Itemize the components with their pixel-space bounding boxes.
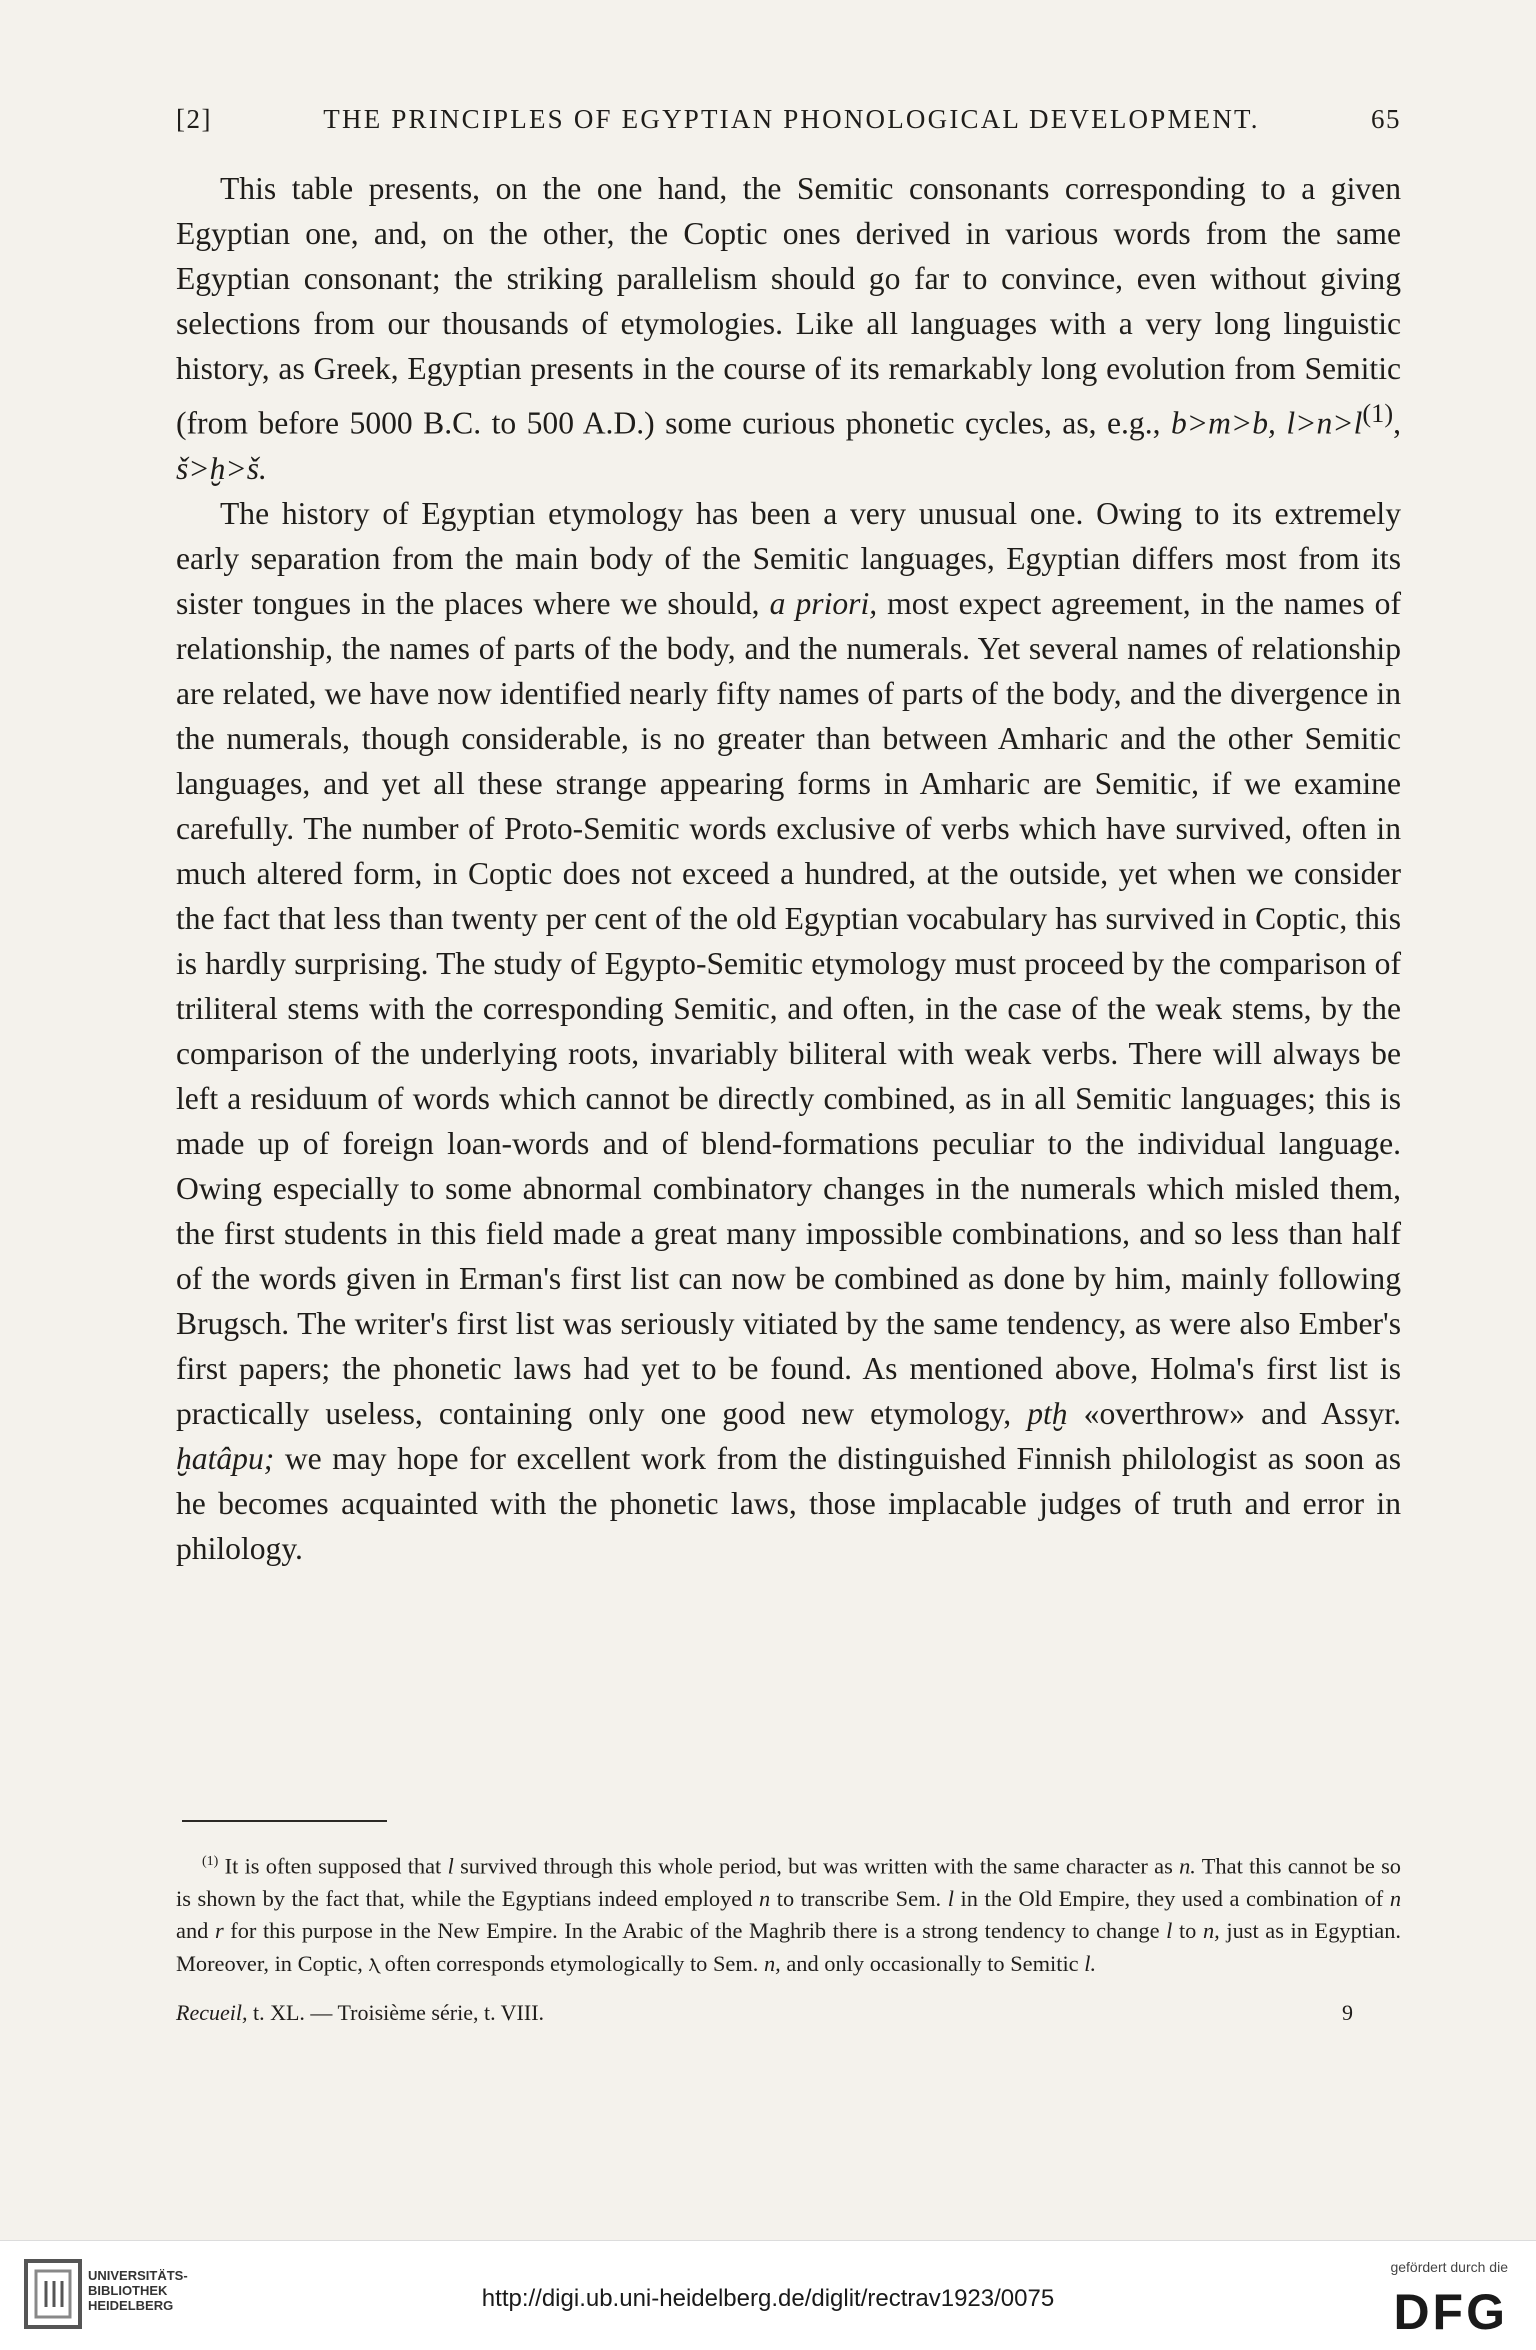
footnote: $^{(1)}$ It is often supposed that l survived through this whole period, but was written with the same character as n. That this cannot be so is shown by the fact that, while the Egyptians indeed employed n to transcribe Sem. l in the Old Empire, they used a combination of n and r for this purpose in the New Empire. In the Arabic of the Maghrib there is a strong tendency to change l to n, just as in Egyptian. Moreover, in Coptic, ⲗ often corresponds etymologically to Sem. n, and only occasionally to Semitic l.: [176, 1853, 1402, 1976]
footnote-ref[interactable]: (1): [1362, 399, 1394, 428]
phonetic-cycle: l>n>l: [1286, 405, 1363, 441]
section-number: [2]: [176, 104, 212, 134]
journal-imprint: [176, 2000, 1401, 2026]
paragraph-1: This table presents, on the one hand, the Semitic consonants corresponding to a given Egyptian one, and, on the other, the Coptic ones derived in various words from the same Egyptian consonant; the striking parallelism should go far to convince, even without giving selections from our thousands of etymologies. Like all languages with a very long linguistic history, as Greek, Egyptian presents in the course of its remarkably long evolution from Semitic (from before 5000 B.C. to 500 A.D.) some curious phonetic cycles, as, e.g., b>m>b, $l>n>l^{(1)}$, š>ḫ>š.: [176, 171, 1401, 486]
phonetic-cycle: b>m>b,: [1170, 405, 1276, 441]
digitization-footer: [0, 2240, 1536, 2350]
journal-name: Recueil,: [176, 2000, 248, 2025]
phonetic-cycle: š>ḫ>š.: [176, 450, 267, 486]
footnote-rule: [182, 1820, 387, 1822]
footnote-marker: (1): [202, 1854, 219, 1869]
dfg-logo[interactable]: DFG: [1393, 2284, 1508, 2340]
running-title: THE PRINCIPLES OF EGYPTIAN PHONOLOGICAL DEVELOPMENT.: [323, 104, 1260, 134]
journal-volume: t. XL. — Troisième série, t. VIII.: [247, 2000, 545, 2025]
page-number: 65: [1371, 104, 1401, 134]
permalink-url[interactable]: http://digi.ub.uni-heidelberg.de/diglit/rectrav1923/0075: [481, 2285, 1055, 2312]
running-header: [176, 104, 1401, 135]
signature-mark: 9: [1342, 2000, 1353, 2025]
funding-label: gefördert durch die: [1390, 2259, 1508, 2275]
paragraph-2: The history of Egyptian etymology has been a very unusual one. Owing to its extremely early separation from the main body of the Semitic languages, Egyptian differs most from its sister tongues in the places where we should, a priori, most expect agreement, in the names of relationship, the names of parts of the body, and the numerals. Yet several names of relationship are related, we have now identified nearly fifty names of parts of the body, and the divergence in the numerals, though considerable, is no greater than between Amharic and the other Semitic languages, and yet all these strange appearing forms in Amharic are Semitic, if we examine carefully. The number of Proto-Semitic words exclusive of verbs which have survived, often in much altered form, in Coptic does not exceed a hundred, at the outside, yet when we consider the fact that less than twenty per cent of the old Egyptian vocabulary has survived in Coptic, this is hardly surprising. The study of Egypto-Semitic etymology must proceed by the comparison of triliteral stems with the corresponding Semitic, and often, in the case of the weak stems, by the comparison of the underlying roots, invariably biliteral with weak verbs. There will always be left a residuum of words which cannot be directly combined, as in all Semitic languages; this is made up of foreign loan-words and of blend-formations peculiar to the individual language. Owing especially to some abnormal combinatory changes in the numerals which misled them, the first students in this field made a great many impossible combinations, and so less than half of the words given in Erman's first list can now be combined as done by him, mainly following Brugsch. The writer's first list was seriously vitiated by the same tendency, as were also Ember's first papers; the phonetic laws had yet to be found. As mentioned above, Holma's first list is practically useless, containing only one good new etymology, ptḫ «overthrow» and Assyr. ḫatâpu; we may hope for excellent work from the distinguished Finnish philologist as soon as he becomes acquainted with the phonetic laws, those implacable judges of truth and error in philology.: [176, 495, 1401, 1566]
library-name: UNIVERSITÄTS- BIBLIOTHEK HEIDELBERG: [88, 2268, 188, 2313]
body-text: [176, 166, 1401, 1571]
